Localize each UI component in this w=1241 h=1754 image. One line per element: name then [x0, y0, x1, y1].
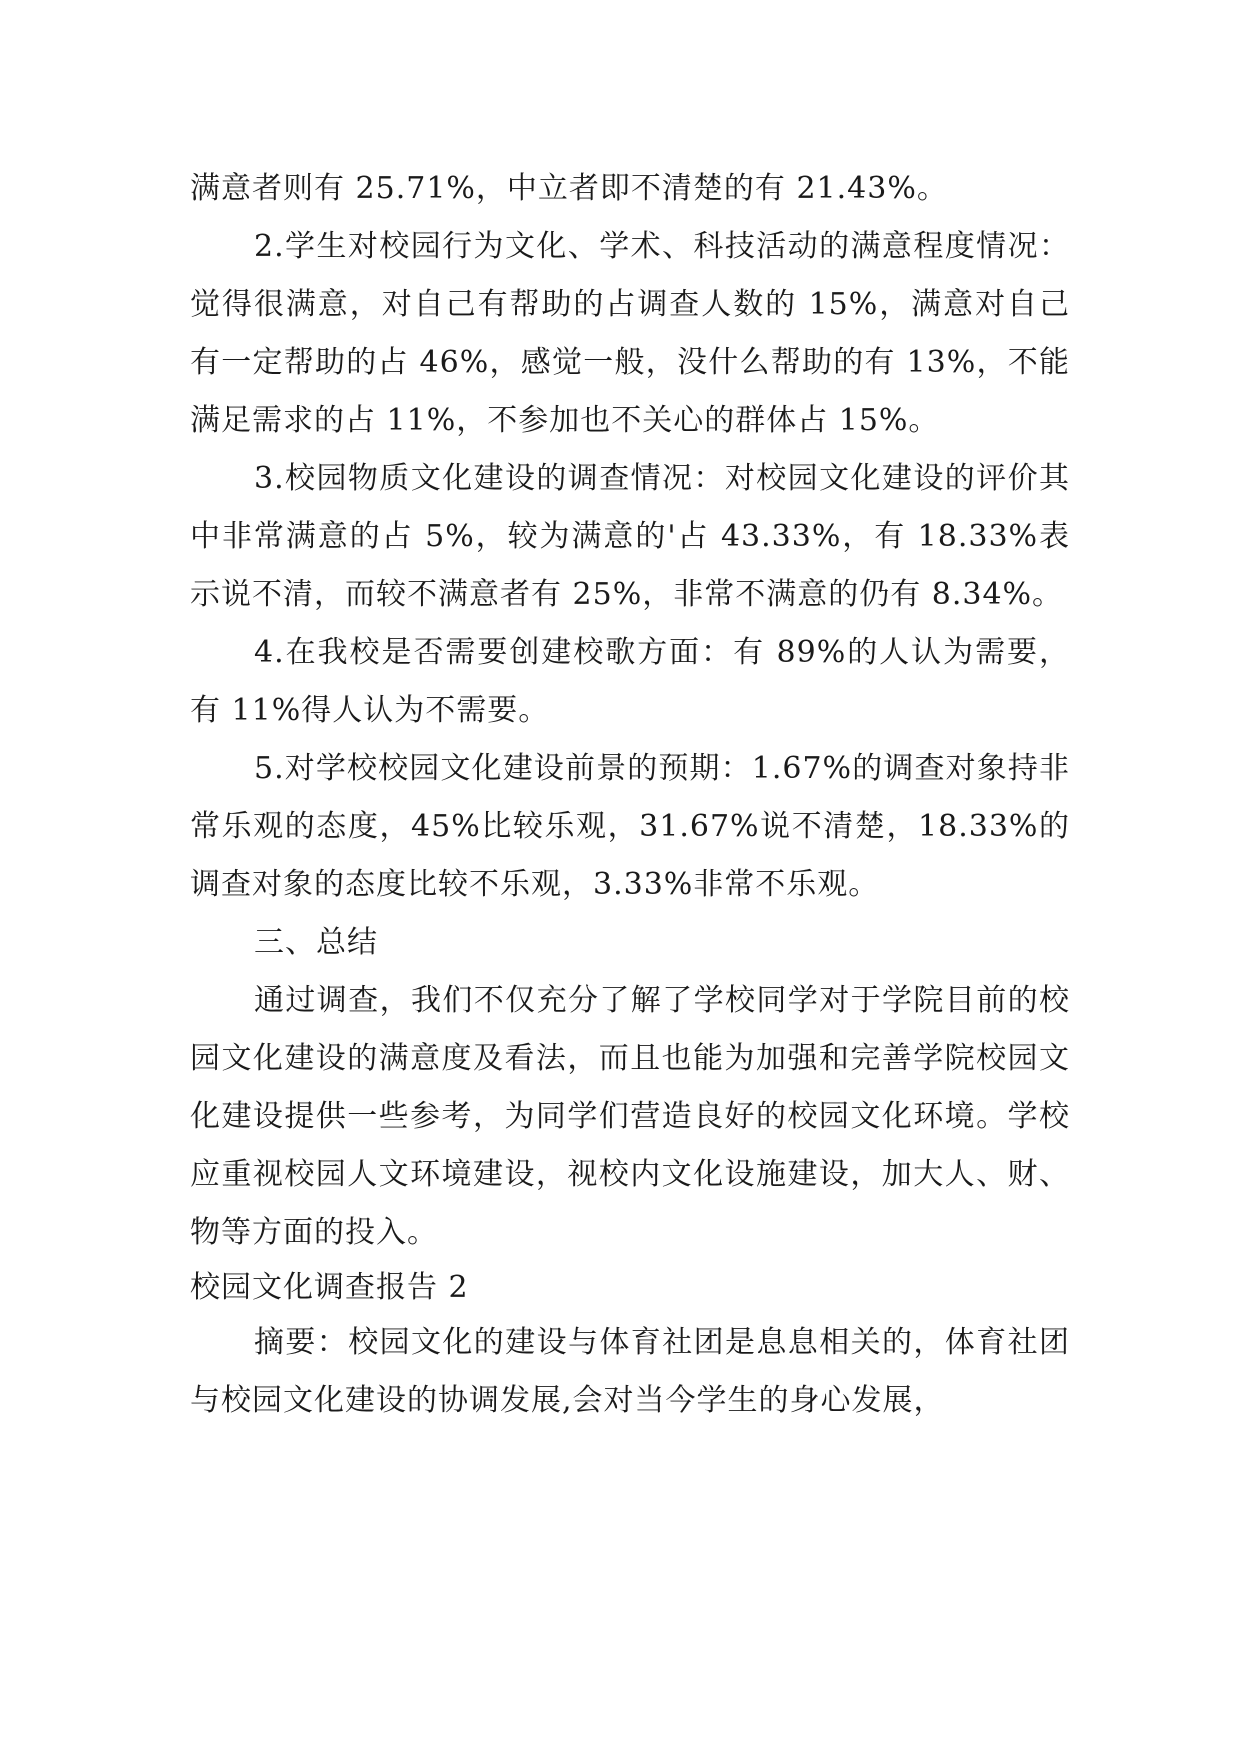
section-heading-summary: 三、总结: [254, 925, 378, 960]
document-body: [190, 160, 1070, 1430]
paragraph-item-2: 2.学生对校园行为文化、学术、科技活动的满意程度情况：觉得很满意，对自己有帮助的占调查人数的 15%，满意对自己有一定帮助的占 46%，感觉一般，没什么帮助的有 13%，不能满足需求的占 11%，不参加也不关心的群体占 15%。: [190, 229, 1070, 438]
paragraph-item-3: 3.校园物质文化建设的调查情况：对校园文化建设的评价其中非常满意的占 5%，较为满意的'占 43.33%，有 18.33%表示说不清，而较不满意者有 25%，非常不满意的仍有 8.34%。: [190, 461, 1070, 612]
paragraph-summary: 通过调查，我们不仅充分了解了学校同学对于学院目前的校园文化建设的满意度及看法，而且也能为加强和完善学院校园文化建设提供一些参考，为同学们营造良好的校园文化环境。学校应重视校园人文环境建设，视校内文化设施建设，加大人、财、物等方面的投入。: [190, 983, 1070, 1250]
paragraph-abstract: 摘要：校园文化的建设与体育社团是息息相关的，体育社团与校园文化建设的协调发展,会对当今学生的身心发展，: [190, 1325, 1070, 1418]
paragraph-continuation: 满意者则有 25.71%，中立者即不清楚的有 21.43%。: [190, 171, 948, 206]
report-title-2: 校园文化调查报告 2: [190, 1270, 469, 1305]
paragraph-item-4: 4.在我校是否需要创建校歌方面：有 89%的人认为需要，有 11%得人认为不需要。: [190, 635, 1070, 728]
paragraph-item-5: 5.对学校校园文化建设前景的预期：1.67%的调查对象持非常乐观的态度，45%比较乐观，31.67%说不清楚，18.33%的调查对象的态度比较不乐观，3.33%非常不乐观。: [190, 751, 1070, 902]
